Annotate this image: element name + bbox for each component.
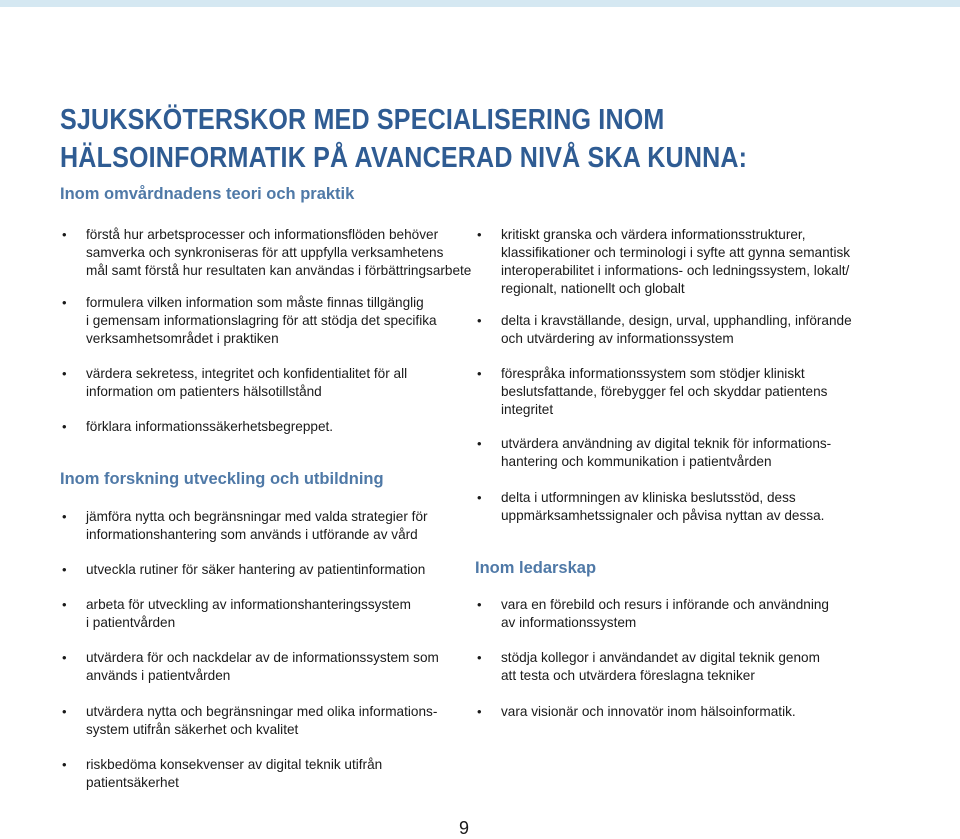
list-item-line: av informationssystem xyxy=(501,615,637,630)
bullet-icon: • xyxy=(477,313,482,328)
list-item-line: och utvärdering av informationssystem xyxy=(501,331,734,346)
list-item xyxy=(60,365,407,401)
list-item xyxy=(60,226,471,280)
list-item xyxy=(60,703,437,739)
bullet-icon: • xyxy=(477,490,482,505)
list-item-line: i gemensam informationslagring för att stödja det specifika xyxy=(86,313,437,328)
list-item-line: delta i utformningen av kliniska beslutsstöd, dess xyxy=(501,490,796,505)
list-item xyxy=(475,365,827,419)
bullet-icon: • xyxy=(62,597,67,612)
section-heading-leadership: Inom ledarskap xyxy=(475,559,597,577)
list-item-line: förespråka informationssystem som stödjer kliniskt xyxy=(501,366,805,381)
bullet-icon: • xyxy=(62,419,67,434)
section-heading-care: Inom omvårdnadens teori och praktik xyxy=(60,185,355,203)
list-item-line: utvärdera nytta och begränsningar med olika informations- xyxy=(86,704,438,719)
list-item-line: jämföra nytta och begränsningar med valda strategier för xyxy=(86,509,428,524)
list-item-line: utvärdera användning av digital teknik för informations- xyxy=(501,436,832,451)
list-item-line: verksamhetsområdet i praktiken xyxy=(86,331,279,346)
bullet-icon: • xyxy=(62,562,67,577)
list-item-line: används i patientvården xyxy=(86,668,231,683)
list-item xyxy=(475,596,829,632)
list-item xyxy=(60,294,437,348)
bullet-icon: • xyxy=(62,366,67,381)
list-item-line: beslutsfattande, förebygger fel och skyddar patientens xyxy=(501,384,828,399)
bullet-icon: • xyxy=(62,509,67,524)
bullet-icon: • xyxy=(477,650,482,665)
list-item-line: mål samt förstå hur resultaten kan användas i förbättringsarbete xyxy=(86,263,472,278)
page-title-line-2: HÄLSOINFORMATIK PÅ AVANCERAD NIVÅ SKA KUNNA: xyxy=(60,142,748,174)
list-item-line: samverka och synkroniseras för att uppfylla verksamhetens xyxy=(86,245,444,260)
bullet-icon: • xyxy=(62,650,67,665)
list-item-line: värdera sekretess, integritet och konfidentialitet för all xyxy=(86,366,408,381)
bullet-icon: • xyxy=(62,295,67,310)
bullet-icon: • xyxy=(62,227,67,242)
bullet-icon: • xyxy=(477,227,482,242)
list-item xyxy=(475,489,824,525)
list-item-line: integritet xyxy=(501,402,554,417)
list-item-line: uppmärksamhetssignaler och påvisa nyttan av dessa. xyxy=(501,508,825,523)
list-item xyxy=(475,435,831,471)
list-item xyxy=(60,649,439,685)
list-item-line: formulera vilken information som måste finnas tillgänglig xyxy=(86,295,424,310)
list-item xyxy=(60,508,428,544)
list-item xyxy=(60,596,411,632)
list-item-line: stödja kollegor i användandet av digital teknik genom xyxy=(501,650,820,665)
list-item-line: klassifikationer och terminologi i syfte att gynna semantisk xyxy=(501,245,851,260)
list-item-line: delta i kravställande, design, urval, upphandling, införande xyxy=(501,313,852,328)
list-item xyxy=(475,703,796,721)
list-item-line: information om patienters hälsotillstånd xyxy=(86,384,322,399)
bullet-icon: • xyxy=(62,704,67,719)
list-item-line: riskbedöma konsekvenser av digital teknik utifrån xyxy=(86,757,383,772)
list-item xyxy=(60,756,382,792)
list-item-line: vara visionär och innovatör inom hälsoinformatik. xyxy=(501,704,796,719)
page-title xyxy=(60,101,817,177)
list-item xyxy=(475,649,820,685)
list-item-line: förstå hur arbetsprocesser och informationsflöden behöver xyxy=(86,227,439,242)
list-item-line: vara en förebild och resurs i införande och användning xyxy=(501,597,829,612)
list-item-line: i patientvården xyxy=(86,615,176,630)
list-item-line: regionalt, nationellt och globalt xyxy=(501,281,685,296)
bullet-icon: • xyxy=(477,436,482,451)
list-item xyxy=(475,312,852,348)
list-item xyxy=(475,226,850,298)
list-item-line: interoperabilitet i informations- och ledningssystem, lokalt/ xyxy=(501,263,850,278)
list-item-line: kritiskt granska och värdera informationsstrukturer, xyxy=(501,227,806,242)
list-item-line: utveckla rutiner för säker hantering av patientinformation xyxy=(86,562,426,577)
list-item-line: förklara informationssäkerhetsbegreppet. xyxy=(86,419,334,434)
list-item-line: informationshantering som används i utförande av vård xyxy=(86,527,418,542)
bullet-icon: • xyxy=(477,597,482,612)
list-item-line: patientsäkerhet xyxy=(86,775,179,790)
list-item-line: hantering och kommunikation i patientvården xyxy=(501,454,772,469)
list-item-line: utvärdera för och nackdelar av de informationssystem som xyxy=(86,650,439,665)
bullet-icon: • xyxy=(477,704,482,719)
top-band xyxy=(0,0,960,7)
list-item-line: att testa och utvärdera föreslagna tekniker xyxy=(501,668,755,683)
list-item xyxy=(60,561,425,579)
page-number: 9 xyxy=(459,818,470,838)
bullet-icon: • xyxy=(477,366,482,381)
list-item-line: system utifrån säkerhet och kvalitet xyxy=(86,722,299,737)
list-item-line: arbeta för utveckling av informationshanteringssystem xyxy=(86,597,411,612)
section-heading-research: Inom forskning utveckling och utbildning xyxy=(60,470,384,488)
list-item xyxy=(60,418,333,436)
bullet-icon: • xyxy=(62,757,67,772)
page-title-line-1: SJUKSKÖTERSKOR MED SPECIALISERING INOM xyxy=(60,104,665,136)
